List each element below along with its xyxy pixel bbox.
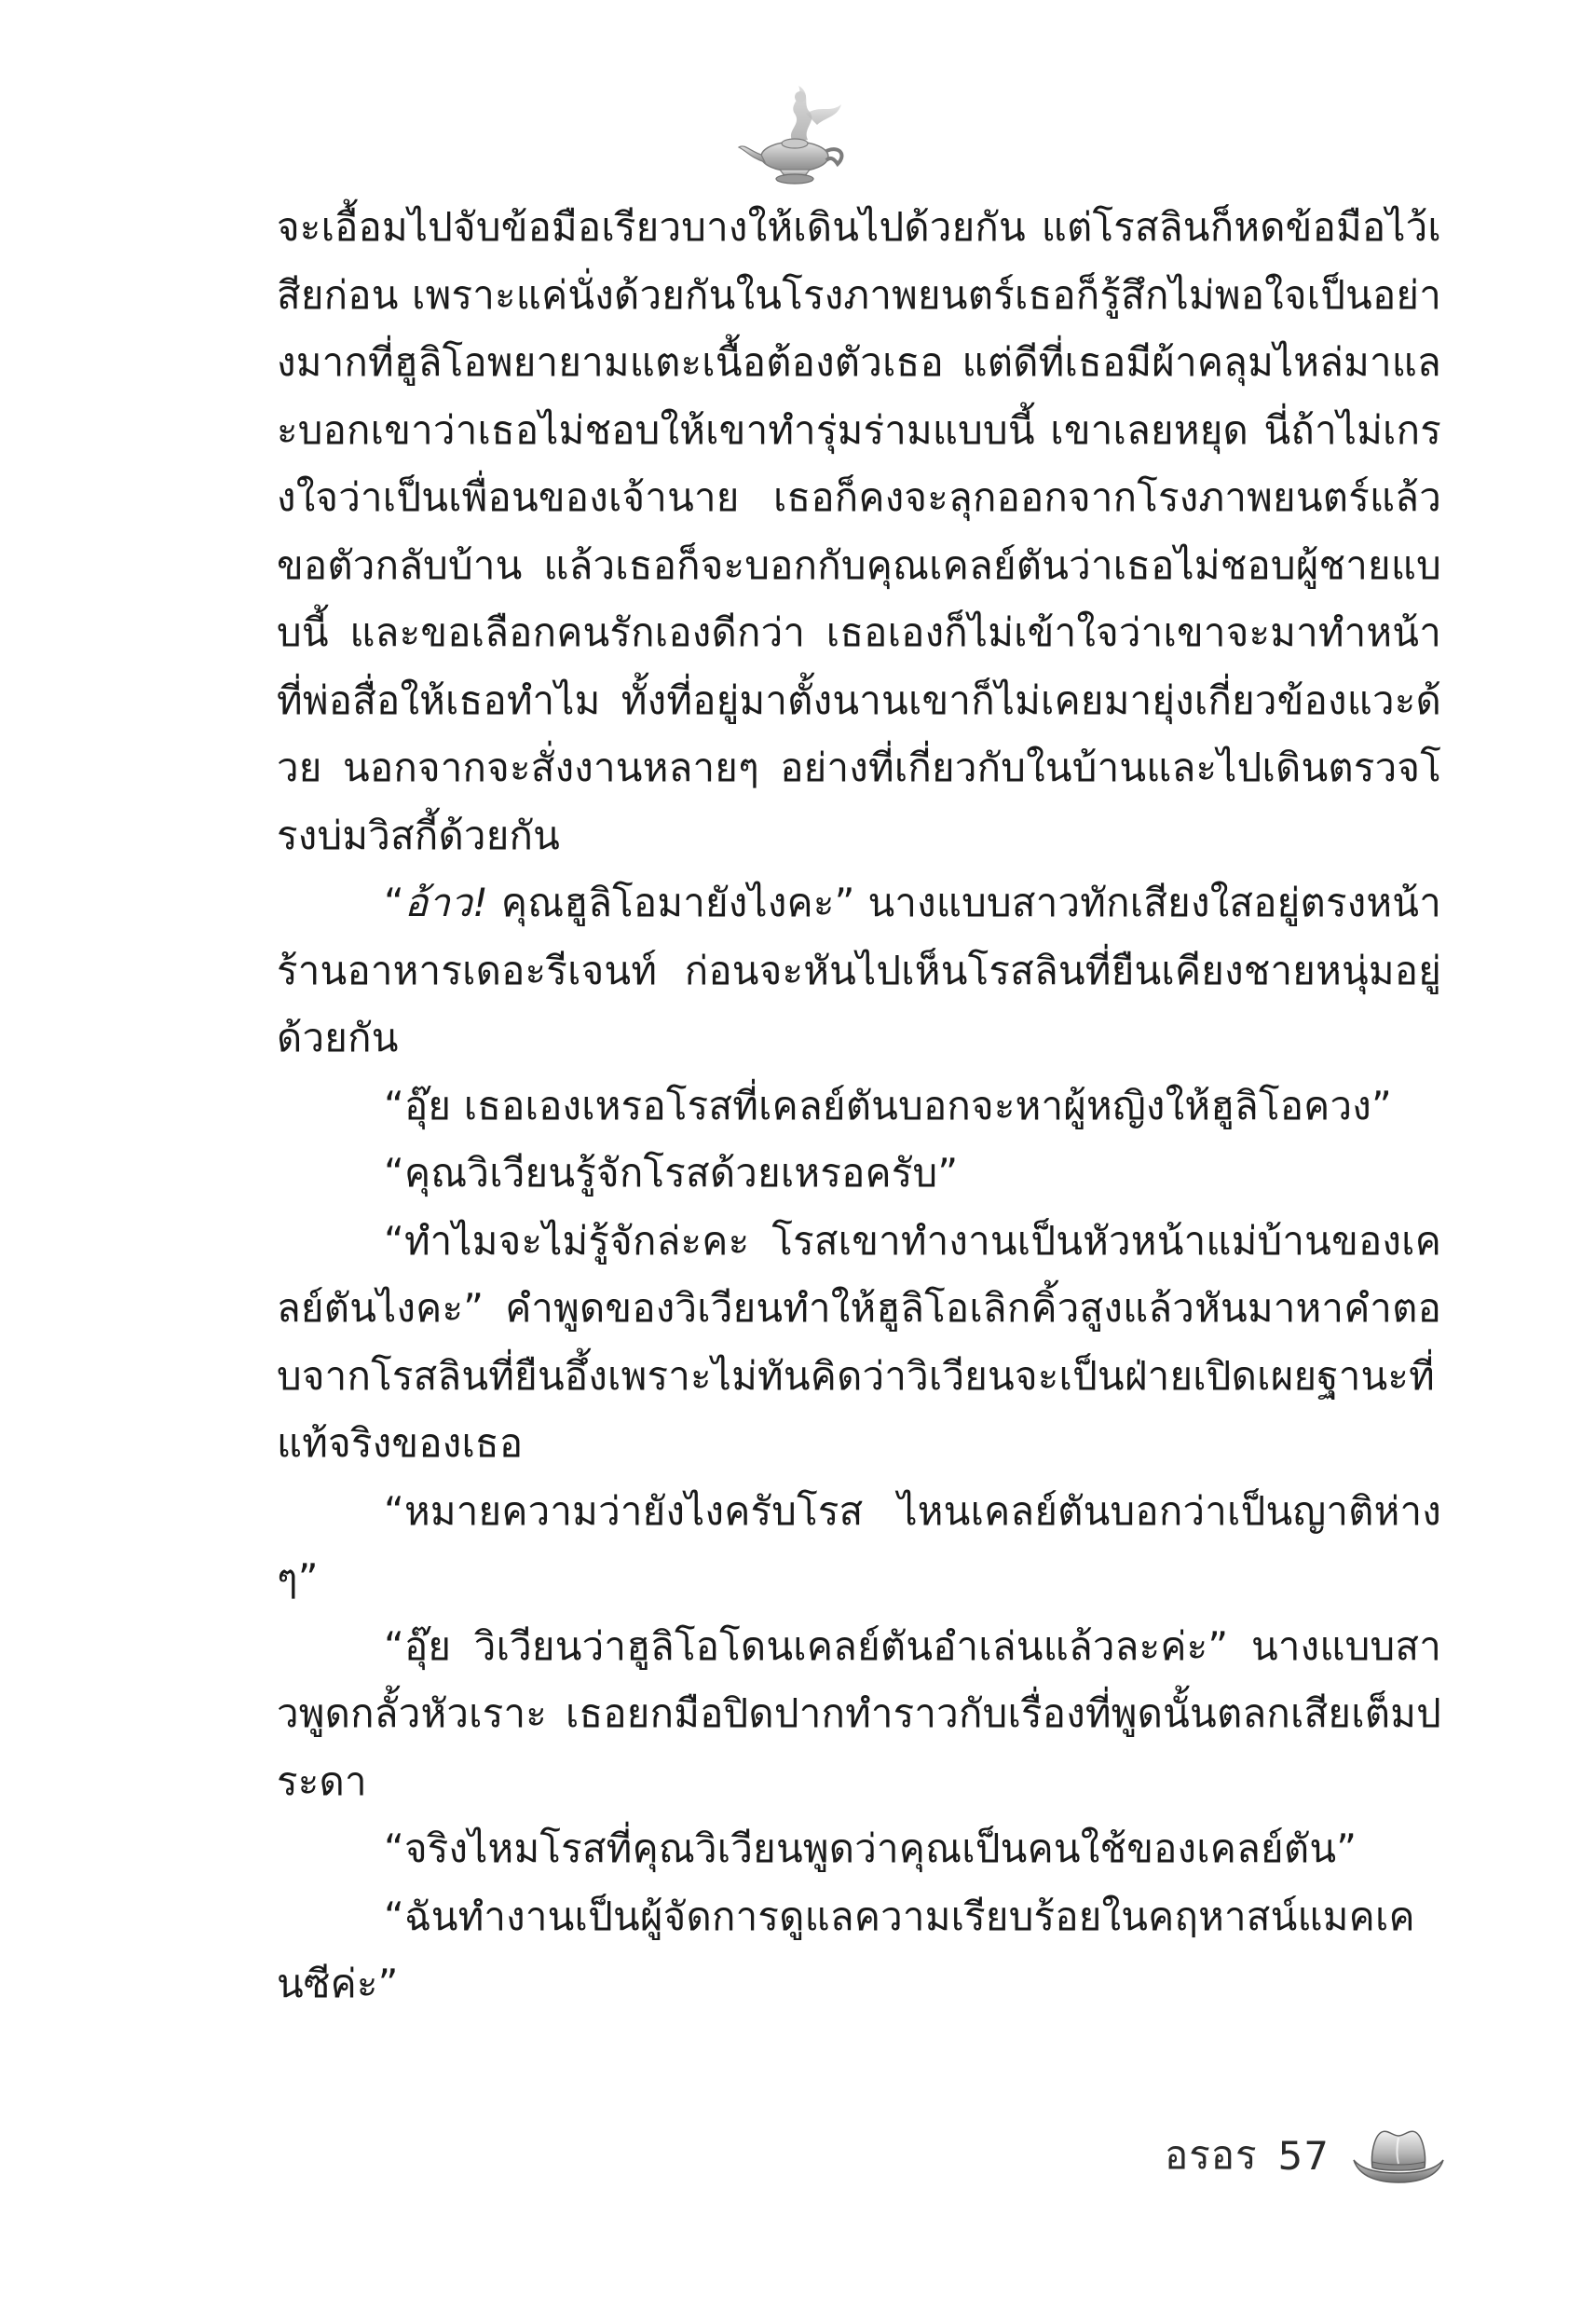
paragraph-text: “ทำไมจะไม่รู้จักล่ะคะ โรสเขาทำงานเป็นหัวหน้าแม่บ้านของเคลย์ตันไงคะ” คำพูดของวิเวียนทำให้ฮูลิโอเลิกคิ้วสูงแล้วหันมาหาคำตอบจากโรสลินที่ยืนอึ้งเพราะไม่ทันคิดว่าวิเวียนจะเป็นฝ่ายเปิดเผยฐานะที่แท้จริงของเธอ: [277, 1217, 1441, 1466]
page-footer: [1165, 2113, 1447, 2197]
paragraph: [277, 1478, 1441, 1613]
paragraph: [277, 1073, 1441, 1141]
paragraph: [277, 1883, 1441, 2018]
paragraph-text: จะเอื้อมไปจับข้อมือเรียวบางให้เดินไปด้วยกัน แต่โรสลินก็หดข้อมือไว้เสียก่อน เพราะแค่นั่งด้วยกันในโรงภาพยนตร์เธอก็รู้สึกไม่พอใจเป็นอย่างมากที่ฮูลิโอพยายามแตะเนื้อต้องตัวเธอ แต่ดีที่เธอมีผ้าคลุมไหล่มาและบอกเขาว่าเธอไม่ชอบให้เขาทำรุ่มร่ามแบบนี้ เขาเลยหยุด นี่ถ้าไม่เกรงใจว่าเป็นเพื่อนของเจ้านาย เธอก็คงจะลุกออกจากโรงภาพยนตร์แล้วขอตัวกลับบ้าน แล้วเธอก็จะบอกกับคุณเคลย์ตันว่าเธอไม่ชอบผู้ชายแบบนี้ และขอเลือกคนรักเองดีกว่า เธอเองก็ไม่เข้าใจว่าเขาจะมาทำหน้าที่พ่อสื่อให้เธอทำไม ทั้งที่อยู่มาตั้งนานเขาก็ไม่เคยมายุ่งเกี่ยวข้องแวะด้วย นอกจากจะสั่งงานหลายๆ อย่างที่เกี่ยวกับในบ้านและไปเดินตรวจโรงบ่มวิสกี้ด้วยกัน: [277, 204, 1441, 858]
page-number: 57: [1277, 2132, 1330, 2179]
paragraph: [277, 1208, 1441, 1478]
paragraph: [277, 869, 1441, 1073]
paragraph: [277, 1140, 1441, 1208]
paragraph-text: “คุณวิเวียนรู้จักโรสด้วยเหรอครับ”: [384, 1150, 959, 1196]
genie-lamp-icon: [737, 76, 858, 188]
paragraph: [277, 1613, 1441, 1816]
quote-mark: “: [384, 880, 404, 925]
paragraph-text: “ฉันทำงานเป็นผู้จัดการดูแลความเรียบร้อยในคฤหาสน์แมคเคนซีค่ะ”: [277, 1893, 1415, 2006]
body-text: [277, 194, 1441, 2104]
paragraph-text: “จริงไหมโรสที่คุณวิเวียนพูดว่าคุณเป็นคนใช้ของเคลย์ตัน”: [384, 1826, 1357, 1871]
paragraph-text: คุณฮูลิโอมายังไงคะ” นางแบบสาวทักเสียงใสอยู่ตรงหน้าร้านอาหารเดอะรีเจนท์ ก่อนจะหันไปเห็นโรสลินที่ยืนเคียงชายหนุ่มอยู่ด้วยกัน: [277, 880, 1441, 1060]
paragraph-text: “อุ๊ย วิเวียนว่าฮูลิโอโดนเคลย์ตันอำเล่นแล้วละค่ะ” นางแบบสาวพูดกลั้วหัวเราะ เธอยกมือปิดปากทำราวกับเรื่องที่พูดนั้นตลกเสียเต็มประดา: [277, 1622, 1441, 1804]
paragraph-text: “อุ๊ย เธอเองเหรอโรสที่เคลย์ตันบอกจะหาผู้หญิงให้ฮูลิโอควง”: [384, 1082, 1392, 1128]
emphasis-text: อ้าว!: [403, 880, 488, 925]
paragraph: [277, 1815, 1441, 1883]
cowboy-hat-icon: [1350, 2126, 1447, 2184]
author-name: อรอร: [1164, 2132, 1258, 2178]
paragraph: [277, 194, 1441, 869]
paragraph-text: “หมายความว่ายังไงครับโรส ไหนเคลย์ตันบอกว่าเป็นญาติห่างๆ”: [277, 1487, 1441, 1601]
